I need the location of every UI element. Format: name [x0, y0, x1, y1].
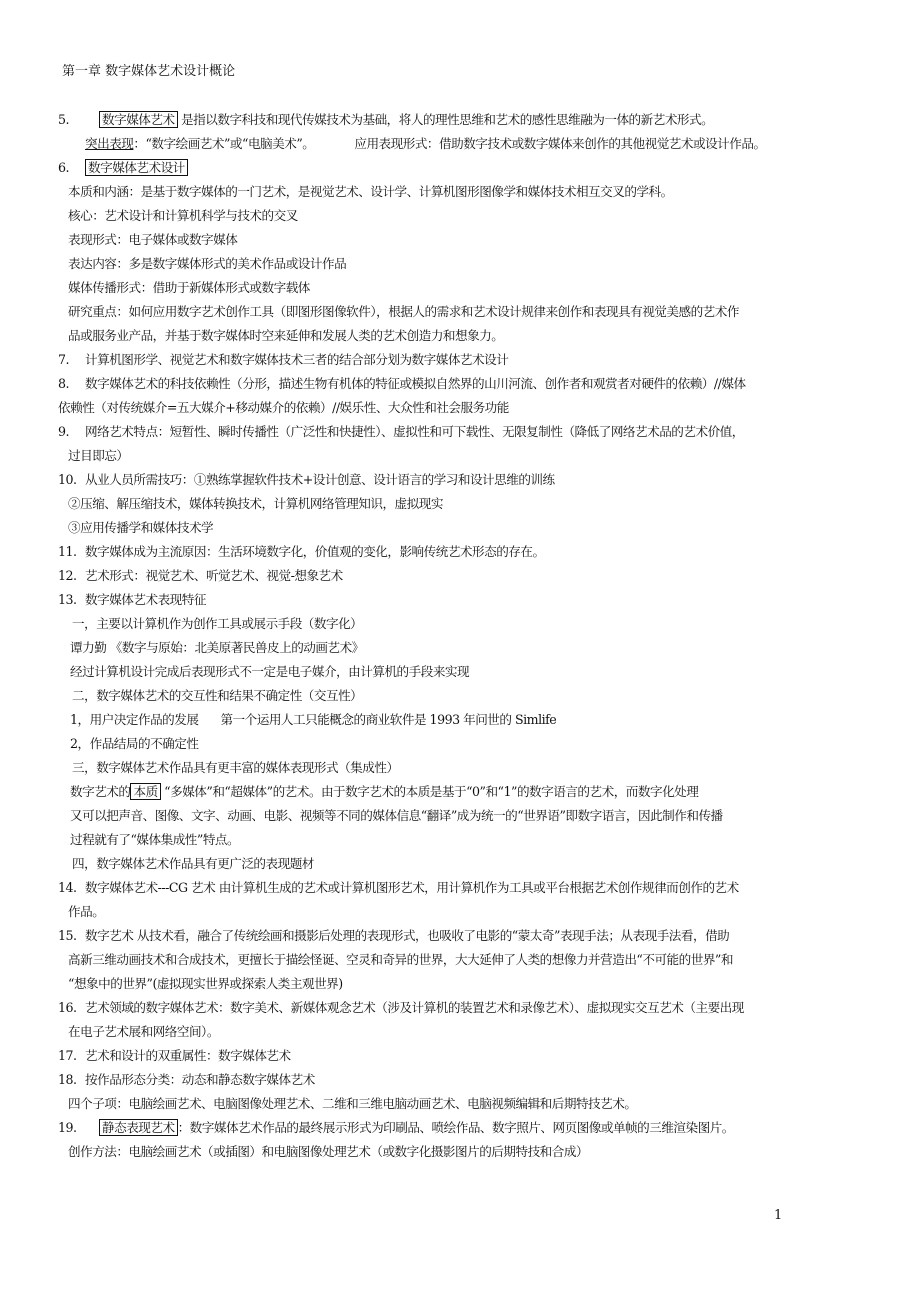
item-5	[58, 108, 858, 132]
item-text: 数字媒体艺术表现特征	[85, 592, 206, 607]
item-11	[58, 540, 858, 564]
item-13-sub: 一，主要以计算机作为创作工具或展示手段（数字化）	[72, 616, 363, 631]
item-number: 19.	[58, 1120, 77, 1135]
item-14	[58, 876, 858, 900]
item-6	[58, 156, 858, 180]
item-14-line-2: 作品。	[68, 904, 105, 919]
boxed-term: 数字媒体艺术设计	[85, 159, 188, 176]
underlined-term: 突出表现	[85, 136, 134, 151]
item-number: 17.	[58, 1048, 77, 1063]
item-text: 计算机图形学、视觉艺术和数字媒体技术三者的结合部分划为数字媒体艺术设计	[85, 352, 509, 367]
item-6-line: 本质和内涵：是基于数字媒体的一门艺术，是视觉艺术、设计学、计算机图形图像学和媒体技术相互交叉的学科。	[68, 184, 673, 199]
item-10	[58, 468, 858, 492]
item-7	[58, 348, 858, 372]
item-13-sub	[58, 708, 858, 732]
item-6-line: 表达内容：多是数字媒体形式的美术作品或设计作品	[68, 256, 347, 271]
boxed-term: 数字媒体艺术	[99, 111, 178, 128]
page-number: 1	[774, 1208, 783, 1223]
item-text: “多媒体”和“超媒体”的艺术。由于数字艺术的本质是基于“0”和“1”的数字语言的艺术，而数字化处理	[160, 784, 699, 799]
item-19-line-2: 创作方法：电脑绘画艺术（或插图）和电脑图像处理艺术（或数字化摄影图片的后期特技和合成）	[68, 1144, 589, 1159]
item-8	[58, 372, 858, 396]
item-10-line-2: ②压缩、解压缩技术，媒体转换技术，计算机网络管理知识，虚拟现实	[68, 496, 443, 511]
item-number: 8.	[58, 376, 70, 391]
item-13-sub: 谭力勤 《数字与原始：北美原著民兽皮上的动画艺术》	[70, 640, 364, 655]
item-text: ：数字媒体艺术作品的最终展示形式为印刷品、喷绘作品、数字照片、网页图像或单帧的三维渲染图片。	[177, 1120, 734, 1135]
item-number: 10.	[58, 472, 77, 487]
item-text: 1，用户决定作品的发展	[70, 712, 199, 727]
item-number: 16.	[58, 1000, 77, 1015]
item-9	[58, 420, 858, 444]
item-15-line-2: 高新三维动画技术和合成技术，更擅长于描绘怪诞、空灵和奇异的世界，大大延伸了人类的想像力并营造出“不可能的世界”和	[68, 952, 733, 967]
item-10-line-3: ③应用传播学和媒体技术学	[68, 520, 214, 535]
item-13-sub: 三，数字媒体艺术作品具有更丰富的媒体表现形式（集成性）	[72, 760, 399, 775]
item-text: 数字媒体艺术的科技依赖性（分形，描述生物有机体的特征或模拟自然界的山川河流、创作者和观赏者对硬件的依赖）//媒体	[85, 376, 746, 391]
item-text: 数字媒体成为主流原因：生活环境数字化，价值观的变化，影响传统艺术形态的存在。	[85, 544, 545, 559]
item-number: 13.	[58, 592, 77, 607]
item-13-sub: 又可以把声音、图像、文字、动画、电影、视频等不同的媒体信息“翻译”成为统一的“世界语”即数字语言，因此制作和传播	[70, 808, 723, 823]
item-15-line-3: “想象中的世界”(虚拟现实世界或探索人类主观世界)	[68, 976, 343, 991]
item-17	[58, 1044, 858, 1068]
item-text: 艺术和设计的双重属性：数字媒体艺术	[85, 1048, 291, 1063]
item-13-sub	[58, 780, 858, 804]
item-16-line-2: 在电子艺术展和网络空间）。	[68, 1024, 219, 1039]
item-18-line-2: 四个子项：电脑绘画艺术、电脑图像处理艺术、二维和三维电脑动画艺术、电脑视频编辑和后期特技艺术。	[68, 1096, 637, 1111]
item-18	[58, 1068, 858, 1092]
item-6-line: 研究重点：如何应用数字艺术创作工具（即图形图像软件），根据人的需求和艺术设计规律来创作和表现具有视觉美感的艺术作	[68, 304, 739, 319]
item-text: 第一个运用人工只能概念的商业软件是 1993 年问世的 Simlife	[220, 712, 557, 727]
item-number: 14.	[58, 880, 77, 895]
item-5-line-2	[58, 132, 858, 156]
item-19	[58, 1116, 858, 1140]
item-number: 12.	[58, 568, 77, 583]
item-text: 是指以数字科技和现代传媒技术为基础，将人的理性思维和艺术的感性思维融为一体的新艺术形式。	[177, 112, 714, 127]
item-text: 应用表现形式：借助数字技术或数字媒体来创作的其他视觉艺术或设计作品。	[354, 136, 766, 151]
item-9-line-2: 过目即忘）	[68, 448, 129, 463]
item-number: 11.	[58, 544, 77, 559]
chapter-title: 第一章 数字媒体艺术设计概论	[62, 64, 236, 79]
item-text: 从业人员所需技巧：①熟练掌握软件技术+设计创意、设计语言的学习和设计思维的训练	[85, 472, 555, 487]
item-13-sub: 经过计算机设计完成后表现形式不一定是电子媒介，由计算机的手段来实现	[70, 664, 470, 679]
document-body	[58, 108, 858, 1164]
item-text: ：“数字绘画艺术”或“电脑美术”。	[133, 136, 315, 151]
item-6-line: 表现形式：电子媒体或数字媒体	[68, 232, 238, 247]
item-number: 7.	[58, 352, 70, 367]
item-13	[58, 588, 858, 612]
item-8-line-2: 依赖性（对传统媒介=五大媒介+移动媒介的依赖）//娱乐性、大众性和社会服务功能	[58, 400, 509, 415]
item-number: 6.	[58, 160, 70, 175]
item-13-sub: 2，作品结局的不确定性	[70, 736, 199, 751]
item-number: 18.	[58, 1072, 77, 1087]
item-6-line: 核心：艺术设计和计算机科学与技术的交叉	[68, 208, 298, 223]
item-13-sub: 四，数字媒体艺术作品具有更广泛的表现题材	[72, 856, 314, 871]
item-text: 艺术领域的数字媒体艺术：数字美术、新媒体观念艺术（涉及计算机的装置艺术和录像艺术）、虚拟现实交互艺术（主要出现	[85, 1000, 744, 1015]
item-text: 按作品形态分类：动态和静态数字媒体艺术	[85, 1072, 315, 1087]
item-text: 网络艺术特点：短暂性、瞬时传播性（广泛性和快捷性）、虚拟性和可下载性、无限复制性（降低了网络艺术品的艺术价值，	[85, 424, 744, 439]
item-13-sub: 过程就有了“媒体集成性”特点。	[70, 832, 240, 847]
item-13-sub: 二，数字媒体艺术的交互性和结果不确定性（交互性）	[72, 688, 363, 703]
item-15	[58, 924, 858, 948]
boxed-term: 静态表现艺术	[99, 1119, 178, 1136]
item-number: 9.	[58, 424, 70, 439]
item-16	[58, 996, 858, 1020]
item-12	[58, 564, 858, 588]
item-6-line: 媒体传播形式：借助于新媒体形式或数字载体	[68, 280, 310, 295]
item-text: 数字媒体艺术---CG 艺术 由计算机生成的艺术或计算机图形艺术，用计算机作为工具或平台根据艺术创作规律而创作的艺术	[85, 880, 739, 895]
item-text: 数字艺术 从技术看，融合了传统绘画和摄影后处理的表现形式，也吸收了电影的“蒙太奇”表现手法；从表现手法看，借助	[85, 928, 730, 943]
item-text: 数字艺术的	[70, 784, 131, 799]
item-text: 艺术形式：视觉艺术、听觉艺术、视觉-想象艺术	[85, 568, 343, 583]
boxed-term: 本质	[130, 783, 160, 800]
item-number: 5.	[58, 112, 70, 127]
item-number: 15.	[58, 928, 77, 943]
item-6-line: 品或服务业产品，并基于数字媒体时空来延伸和发展人类的艺术创造力和想象力。	[68, 328, 504, 343]
